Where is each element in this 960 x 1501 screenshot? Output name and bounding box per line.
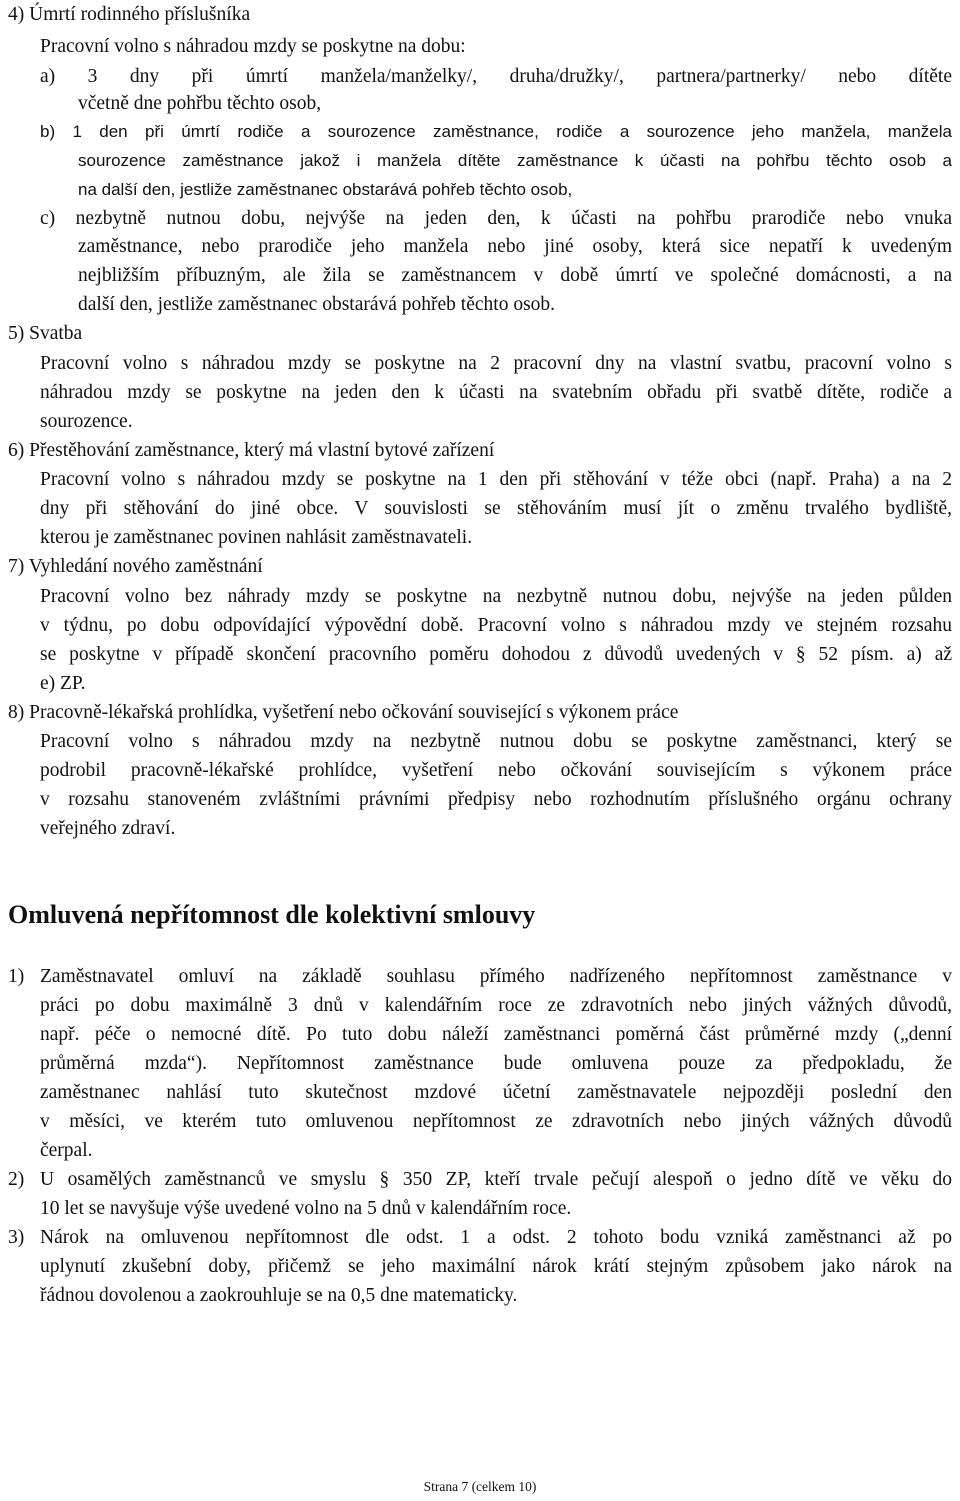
section-7-line-1: Pracovní volno bez náhrady mzdy se poskytne na nezbytně nutnou dobu, nejvýše na jeden půlden [40,586,952,607]
section-4-item-c-line-1: c) nezbytně nutnou dobu, nejvýše na jeden den, k účasti na pohřbu prarodiče nebo vnuka [40,208,952,229]
section-7-line-2: v týdnu, po dobu odpovídající výpovědní době. Pracovní volno s náhradou mzdy ve stejném rozsahu [40,615,952,636]
section-8-line-4: veřejného zdraví. [40,818,176,839]
section-8-title: 8) Pracovně-lékařská prohlídka, vyšetření nebo očkování související s výkonem práce [8,702,679,723]
section-4-item-c-line-3: nejbližším příbuzným, ale žila se zaměstnancem v době úmrtí ve společné domácnosti, a na [78,265,952,286]
page-footer: Strana 7 (celkem 10) [423,1479,537,1494]
section-7-title: 7) Vyhledání nového zaměstnání [8,556,263,577]
section-4-item-a-line-2: včetně dne pohřbu těchto osob, [78,93,322,114]
item-1-line-1: Zaměstnavatel omluví na základě souhlasu přímého nadřízeného nepřítomnost zaměstnance v [40,966,952,987]
section-8-line-1: Pracovní volno s náhradou mzdy na nezbytně nutnou dobu se poskytne zaměstnanci, který se [40,731,952,752]
item-1-line-4: průměrná mzda“). Nepřítomnost zaměstnance bude omluvena pouze za předpokladu, že [40,1053,952,1074]
item-1-line-3: např. péče o nemocné dítě. Po tuto dobu náleží zaměstnanci poměrná část průměrné mzdy („denní [40,1024,952,1045]
section-8-line-2: podrobil pracovně-lékařské prohlídce, vyšetření nebo očkování souvisejícím s výkonem práce [40,760,952,781]
item-3-number: 3) [8,1227,25,1248]
section-5-line-1: Pracovní volno s náhradou mzdy se poskytne na 2 pracovní dny na vlastní svatbu, pracovní volno s [40,353,952,374]
section-7-line-3: se poskytne v případě skončení pracovního poměru dohodou z důvodů uvedených v § 52 písm. a) až [40,644,952,665]
section-6-line-1: Pracovní volno s náhradou mzdy se poskytne na 1 den při stěhování v téže obci (např. Praha) a na 2 [40,469,952,490]
item-1-line-2: práci po dobu maximálně 3 dnů v kalendářním roce ze zdravotních nebo jiných vážných důvodů, [40,995,952,1016]
section-4-title: 4) Úmrtí rodinného příslušníka [8,4,251,25]
item-3-line-2: uplynutí zkušební doby, přičemž se jeho maximální nárok krátí stejným způsobem jako nárok na [40,1256,952,1277]
item-1-line-5: zaměstnanec nahlásí tuto skutečnost mzdové účetní zaměstnavatele nejpozději poslední den [40,1082,952,1103]
item-1-line-7: čerpal. [40,1140,93,1161]
section-7-line-4: e) ZP. [40,673,86,694]
section-heading: Omluvená nepřítomnost dle kolektivní smlouvy [8,900,536,929]
item-3-line-3: řádnou dovolenou a zaokrouhluje se na 0,5 dne matematicky. [40,1285,518,1306]
section-4-item-b-line-2: sourozence zaměstnance jakož i manžela dítěte zaměstnance k účasti na pohřbu těchto osob a [78,151,952,170]
item-3-line-1: Nárok na omluvenou nepřítomnost dle odst. 1 a odst. 2 tohoto bodu vzniká zaměstnanci až po [40,1227,952,1248]
section-5-title: 5) Svatba [8,323,83,344]
item-1-number: 1) [8,966,25,987]
section-4-item-b-line-1: b) 1 den při úmrtí rodiče a sourozence zaměstnance, rodiče a sourozence jeho manžela, manžela [40,122,952,141]
section-6-line-2: dny při stěhování do jiné obce. V souvislosti se stěhováním musí jít o změnu trvalého bydliště, [40,498,952,519]
section-6-title: 6) Přestěhování zaměstnance, který má vlastní bytové zařízení [8,440,495,461]
section-4-intro: Pracovní volno s náhradou mzdy se poskytne na dobu: [40,36,466,57]
section-4-item-c-line-2: zaměstnance, nebo prarodiče jeho manžela nebo jiné osoby, která sice nepatří k uvedeným [78,236,952,257]
section-5-line-2: náhradou mzdy se poskytne na jeden den k účasti na svatebním obřadu při svatbě dítěte, rodiče a [40,382,952,403]
item-2-line-1: U osamělých zaměstnanců ve smyslu § 350 ZP, kteří trvale pečují alespoň o jedno dítě ve věku do [40,1169,952,1190]
item-1-line-6: v měsíci, ve kterém tuto omluvenou nepřítomnost ze zdravotních nebo jiných vážných důvodů [40,1111,952,1132]
section-6-line-3: kterou je zaměstnanec povinen nahlásit zaměstnavateli. [40,527,473,548]
item-2-line-2: 10 let se navyšuje výše uvedené volno na 5 dnů v kalendářním roce. [40,1198,572,1219]
section-4-item-c-line-4: další den, jestliže zaměstnanec obstarává pohřeb těchto osob. [78,294,556,315]
item-2-number: 2) [8,1169,25,1190]
section-4-item-a-line-1: a) 3 dny při úmrtí manžela/manželky/, druha/družky/, partnera/partnerky/ nebo dítěte [40,66,952,87]
section-4-item-b-line-3: na další den, jestliže zaměstnanec obstarává pohřeb těchto osob, [78,180,573,199]
section-8-line-3: v rozsahu stanoveném zvláštními právními předpisy nebo rozhodnutím příslušného orgánu ochrany [40,789,952,810]
section-5-line-3: sourozence. [40,411,133,432]
